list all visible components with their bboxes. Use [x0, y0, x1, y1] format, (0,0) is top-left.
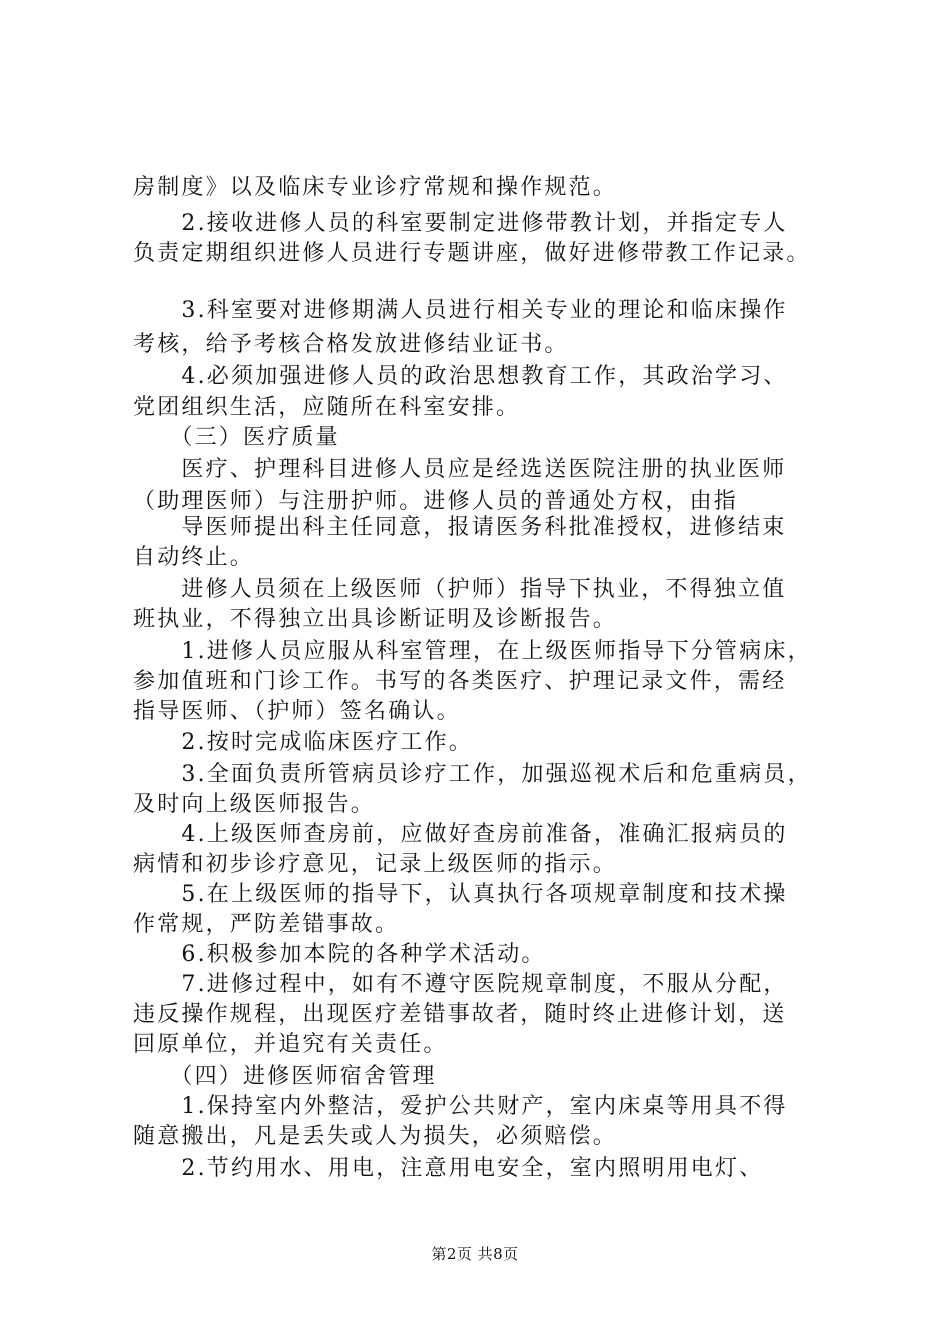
text-line: 班执业，不得独立出具诊断证明及诊断报告。 [133, 607, 618, 632]
text-line: 6.积极参加本院的各种学术活动。 [133, 942, 546, 967]
text-line: 2.节约用水、用电，注意用电安全，室内照明用电灯、 [133, 1156, 764, 1181]
text-line: 及时向上级医师报告。 [133, 792, 376, 817]
text-line: 导医师提出科主任同意，报请医务科批准授权，进修结束 [133, 515, 787, 540]
text-line: 回原单位，并追究有关责任。 [133, 1032, 448, 1057]
text-line: 3.科室要对进修期满人员进行相关专业的理论和临床操作 [133, 298, 788, 323]
text-line: 负责定期组织进修人员进行专题讲座，做好进修带教工作记录。 [133, 241, 811, 266]
text-line: 指导医师、（护师）签名确认。 [133, 699, 461, 724]
text-line: 7.进修过程中，如有不遵守医院规章制度，不服从分配， [133, 972, 788, 997]
text-line: 作常规，严防差错事故。 [133, 912, 400, 937]
text-line: 违反操作规程，出现医疗差错事故者，随时终止进修计划，送 [133, 1002, 787, 1027]
text-line: 考核，给予考核合格发放进修结业证书。 [133, 332, 569, 357]
text-line: 3.全面负责所管病员诊疗工作，加强巡视术后和危重病员， [133, 762, 812, 787]
text-line: 房制度》以及临床专业诊疗常规和操作规范。 [133, 175, 618, 200]
text-line: 4.上级医师查房前，应做好查房前准备，准确汇报病员的 [133, 822, 788, 847]
section-heading: （四）进修医师宿舍管理 [133, 1064, 437, 1089]
page-number-footer: 第2页 共8页 [431, 1245, 519, 1263]
text-line: 病情和初步诊疗意见，记录上级医师的指示。 [133, 852, 618, 877]
text-line: 参加值班和门诊工作。书写的各类医疗、护理记录文件，需经 [133, 669, 787, 694]
text-line: 4.必须加强进修人员的政治思想教育工作，其政治学习、 [133, 364, 788, 389]
text-line: 5.在上级医师的指导下，认真执行各项规章制度和技术操 [133, 882, 788, 907]
text-line: 自动终止。 [133, 545, 255, 570]
text-line: 医疗、护理科目进修人员应是经选送医院注册的执业医师 [133, 457, 787, 482]
text-line: 进修人员须在上级医师（护师）指导下执业，不得独立值 [133, 577, 787, 602]
text-line: 2.按时完成临床医疗工作。 [133, 730, 473, 755]
section-heading: （三）医疗质量 [133, 425, 340, 450]
text-line: 1.进修人员应服从科室管理，在上级医师指导下分管病床， [133, 639, 812, 664]
text-line: 2.接收进修人员的科室要制定进修带教计划，并指定专人 [133, 211, 788, 236]
text-line: 党团组织生活，应随所在科室安排。 [133, 395, 521, 420]
text-line: 随意搬出，凡是丢失或人为损失，必须赔偿。 [133, 1124, 618, 1149]
text-line: 1.保持室内外整洁，爱护公共财产，室内床桌等用具不得 [133, 1094, 788, 1119]
text-line: （助理医师）与注册护师。进修人员的普通处方权，由指 [133, 489, 739, 514]
